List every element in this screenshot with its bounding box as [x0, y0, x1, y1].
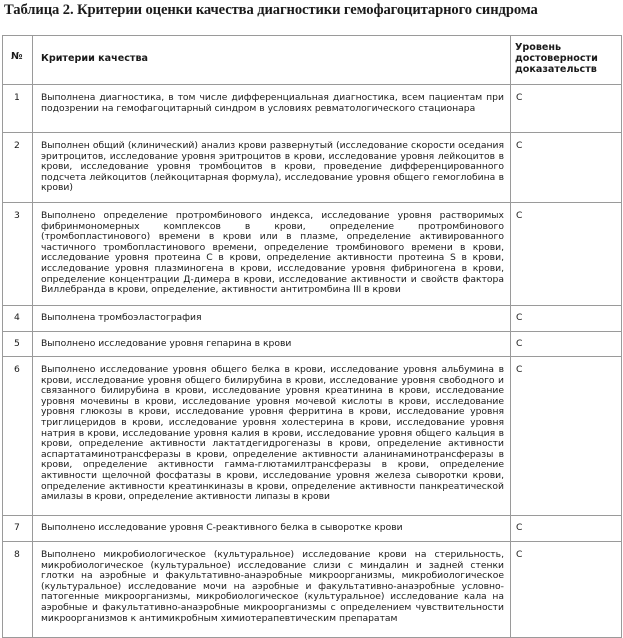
row-number: 4 [3, 306, 33, 332]
table-row [3, 332, 622, 357]
row-criterion: Выполнено исследование уровня общего белка в крови, исследование уровня альбумина в крови, исследование уровня общего билирубина в крови, исследование уровня свободного и связанного билирубина в крови, исследование уровня креатинина в крови, исследование уровня мочевины в крови, исследование уровня мочевой кислоты в крови, исследование уровня глюкозы в крови, исследование уровня ферритина в крови, исследование уровня триглицеридов в крови, исследование уровня холестерина в крови, исследование уровня натрия в крови, исследование уровня калия в крови, исследование уровня общего кальция в крови, определение активности лактатдегидрогеназы в крови, определение активности аспартатаминотрансферазы в крови, определение активности аланинаминотрансферазы в крови, определение активности гамма-глютамилтрансферазы в крови, определение активности щелочной фосфатазы в крови, исследование уровня железа сыворотки крови, определение активности креатинкиназы в крови, определение активности панкреатической амилазы в крови, определение активности липазы в крови [33, 357, 511, 516]
row-criterion: Выполнено исследование уровня C-реактивного белка в сыворотке крови [33, 516, 511, 542]
table-title: Таблица 2. Критерии оценки качества диагностики гемофагоцитарного синдрома [4, 2, 538, 18]
table-row [3, 306, 622, 332]
table-row [3, 542, 622, 638]
quality-criteria-table [2, 35, 622, 638]
header-number: № [3, 36, 33, 85]
row-number: 3 [3, 203, 33, 306]
row-evidence-level: C [511, 133, 622, 203]
row-evidence-level: C [511, 85, 622, 133]
table-row [3, 516, 622, 542]
header-evidence-level: Уровень достоверности доказательств [511, 36, 622, 85]
row-evidence-level: C [511, 516, 622, 542]
header-criterion: Критерии качества [33, 36, 511, 85]
row-number: 6 [3, 357, 33, 516]
table-header-row [3, 36, 622, 85]
row-evidence-level: C [511, 203, 622, 306]
row-evidence-level: C [511, 542, 622, 638]
row-criterion: Выполнена диагностика, в том числе дифференциальная диагностика, всем пациентам при подозрении на гемофагоцитарный синдром в условиях ревматологического стационара [33, 85, 511, 133]
table-row [3, 85, 622, 133]
row-criterion: Выполнен общий (клинический) анализ крови развернутый (исследование скорости оседания эритроцитов, исследование уровня эритроцитов в крови, исследование уровня лейкоцитов в крови, исследование уровня тромбоцитов в крови, проведение дифференцированного подсчета лейкоцитов (лейкоцитарная формула), исследование уровня общего гемоглобина в крови) [33, 133, 511, 203]
row-criterion: Выполнена тромбоэластография [33, 306, 511, 332]
row-evidence-level: C [511, 306, 622, 332]
row-number: 5 [3, 332, 33, 357]
row-number: 7 [3, 516, 33, 542]
row-evidence-level: C [511, 332, 622, 357]
table-row [3, 357, 622, 516]
table-row [3, 203, 622, 306]
row-evidence-level: C [511, 357, 622, 516]
table-row [3, 133, 622, 203]
row-number: 8 [3, 542, 33, 638]
row-criterion: Выполнено определение протромбинового индекса, исследование уровня растворимых фибринмономерных комплексов в крови, определение протромбинового (тромбопластинового) времени в крови или в плазме, определение активированного частичного тромбопластинового времени, определение тромбинового времени в крови, исследование уровня протеина C в крови, определение активности протеина S в крови, исследование уровня плазминогена в крови, исследование уровня фибриногена в крови, определение концентрации Д-димера в крови, исследование активности и свойств фактора Виллебранда в крови, определение, активности антитромбина III в крови [33, 203, 511, 306]
row-criterion: Выполнено исследование уровня гепарина в крови [33, 332, 511, 357]
row-criterion: Выполнено микробиологическое (культуральное) исследование крови на стерильность, микробиологическое (культуральное) исследование слизи с миндалин и задней стенки глотки на аэробные и факультативно-анаэробные микроорганизмы, микробиологическое (культуральное) исследование мочи на аэробные и факультативно-анаэробные условно-патогенные микроорганизмы, микробиологическое (культуральное) исследование кала на аэробные и факультативно-анаэробные микроорганизмы с определением чувствительности микроорганизмов к антимикробным химиотерапевтическим препаратам [33, 542, 511, 638]
row-number: 2 [3, 133, 33, 203]
row-number: 1 [3, 85, 33, 133]
